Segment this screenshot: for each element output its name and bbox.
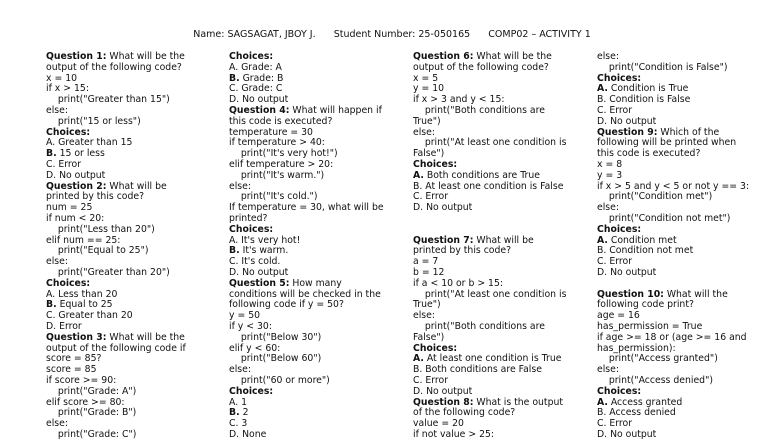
text-line: y = 3 bbox=[597, 169, 623, 181]
choices-heading: Choices: bbox=[229, 51, 274, 62]
choices-heading: Choices: bbox=[597, 72, 642, 84]
text-line: print("Access denied") bbox=[597, 374, 713, 386]
question-prompt: What will be the bbox=[106, 331, 185, 343]
text-line: if temperature > 40: bbox=[229, 137, 325, 149]
text-line: x = 8 bbox=[597, 158, 623, 170]
text-line: else: bbox=[597, 202, 619, 214]
text-line: of the following code? bbox=[413, 407, 516, 419]
text-line: print("Access granted") bbox=[597, 353, 718, 365]
text-line: B. Condition not met bbox=[597, 245, 694, 257]
text-line: If temperature = 30, what will be bbox=[229, 202, 384, 214]
text-line: print("Equal to 25") bbox=[46, 245, 149, 257]
text-line: C. Error bbox=[413, 191, 449, 203]
document-header bbox=[0, 29, 784, 40]
text-line: D. No output bbox=[229, 266, 289, 278]
text-line: print("At least one condition is bbox=[413, 137, 567, 149]
choices-heading: Choices: bbox=[229, 385, 274, 397]
text-line: printed by this code? bbox=[413, 245, 512, 257]
question-heading bbox=[229, 279, 409, 290]
text-line: print("It's warm.") bbox=[229, 169, 325, 181]
text-line: output of the following code if bbox=[46, 342, 186, 354]
course-activity: COMP02 – ACTIVITY 1 bbox=[488, 29, 591, 40]
question-number: Question 8: bbox=[413, 396, 474, 408]
question-number: Question 4: bbox=[229, 104, 290, 116]
text-line: conditions will be checked in the bbox=[229, 288, 381, 300]
text-line: print("Below 30") bbox=[229, 331, 322, 343]
text-line: following code if y = 50? bbox=[229, 299, 344, 311]
text-line: D. No output bbox=[597, 428, 657, 440]
text-line: y = 50 bbox=[229, 310, 261, 322]
text-line: A. 1 bbox=[229, 396, 248, 408]
answer-letter: A. bbox=[413, 353, 424, 365]
text-line: C. Error bbox=[597, 104, 633, 116]
text-line: printed by this code? bbox=[46, 191, 145, 203]
text-line: print("Condition met") bbox=[597, 191, 713, 203]
text-line: elif num == 25: bbox=[46, 234, 121, 246]
text-line: else: bbox=[413, 310, 435, 322]
answer-letter: A. bbox=[597, 396, 608, 408]
text-line: elif score >= 80: bbox=[46, 396, 125, 408]
text-line: else: bbox=[46, 418, 68, 430]
text-column-1 bbox=[46, 52, 224, 441]
text-line: C. It's cold. bbox=[229, 256, 281, 268]
text-line: C. Error bbox=[597, 256, 633, 268]
text-line: if not value > 25: bbox=[413, 428, 495, 440]
answer-text: Equal to 25 bbox=[56, 299, 113, 311]
text-line: else: bbox=[229, 180, 251, 192]
text-line: print("Below 60") bbox=[229, 353, 322, 365]
text-line: else: bbox=[229, 364, 251, 376]
answer-letter: A. bbox=[597, 83, 608, 95]
answer-text: 2 bbox=[239, 407, 249, 419]
text-line: following code print? bbox=[597, 299, 694, 311]
text-line: print("Both conditions are bbox=[413, 104, 545, 116]
text-line: if score >= 90: bbox=[46, 374, 117, 386]
text-line: B. Access denied bbox=[597, 407, 676, 419]
text-line: if age >= 18 or (age >= 16 and bbox=[597, 331, 747, 343]
text-line: C. Error bbox=[597, 418, 633, 430]
text-line: D. No output bbox=[597, 115, 657, 127]
text-line: print("It's very hot!") bbox=[229, 148, 338, 160]
text-line: score = 85? bbox=[46, 353, 102, 365]
text-line bbox=[413, 214, 593, 225]
question-prompt: How many bbox=[289, 277, 342, 289]
text-line: D. No output bbox=[46, 169, 106, 181]
question-number: Question 3: bbox=[46, 331, 107, 343]
question-number: Question 7: bbox=[413, 234, 474, 246]
text-line: print("Greater than 15") bbox=[46, 94, 170, 106]
answer-text: At least one condition is True bbox=[423, 353, 562, 365]
text-line: a = 7 bbox=[413, 256, 439, 268]
text-line: True") bbox=[413, 115, 441, 127]
text-column-2 bbox=[229, 52, 409, 441]
text-line: if a < 10 or b > 15: bbox=[413, 277, 504, 289]
student-name: Name: SAGSAGAT, JBOY J. bbox=[193, 29, 316, 40]
text-line: False") bbox=[413, 148, 445, 160]
text-line: True") bbox=[413, 299, 441, 311]
question-number: Question 1: bbox=[46, 51, 107, 62]
question-number: Question 10: bbox=[597, 288, 664, 300]
text-line: print("Greater than 20") bbox=[46, 266, 170, 278]
text-line: print("15 or less") bbox=[46, 115, 141, 127]
choices-heading: Choices: bbox=[229, 223, 274, 235]
text-line: B. At least one condition is False bbox=[413, 180, 564, 192]
selected-answer bbox=[229, 408, 409, 419]
text-line: elif temperature > 20: bbox=[229, 158, 334, 170]
answer-letter: A. bbox=[413, 169, 424, 181]
text-line: A. Grade: A bbox=[229, 61, 282, 73]
text-line: D. No output bbox=[229, 94, 289, 106]
text-line: D. None bbox=[229, 428, 267, 440]
answer-text: Both conditions are True bbox=[423, 169, 540, 181]
text-line: x = 5 bbox=[413, 72, 439, 84]
text-line: if y < 30: bbox=[229, 320, 272, 332]
text-line: print("Condition is False") bbox=[597, 61, 728, 73]
answer-letter: B. bbox=[229, 407, 240, 419]
text-line: print("Grade: B") bbox=[46, 407, 137, 419]
answer-text: Grade: B bbox=[239, 72, 284, 84]
text-line: A. It's very hot! bbox=[229, 234, 301, 246]
text-line: b = 12 bbox=[413, 266, 445, 278]
question-prompt: What will be bbox=[106, 180, 167, 192]
text-line: printed? bbox=[229, 212, 268, 224]
text-line: C. Error bbox=[46, 158, 82, 170]
text-line: False") bbox=[413, 331, 445, 343]
choices-heading: Choices: bbox=[597, 223, 642, 235]
text-line: x = 10 bbox=[46, 72, 78, 84]
answer-text: Condition is True bbox=[607, 83, 689, 95]
text-line: print("Condition not met") bbox=[597, 212, 731, 224]
answer-text: It's warm. bbox=[239, 245, 289, 257]
text-line: age = 16 bbox=[597, 310, 640, 322]
text-line: has_permission = True bbox=[597, 320, 703, 332]
text-line: D. No output bbox=[413, 385, 473, 397]
answer-text: Condition met bbox=[607, 234, 677, 246]
text-line: print("Grade: A") bbox=[46, 385, 137, 397]
text-line: following will be printed when bbox=[597, 137, 737, 149]
text-line: A. Less than 20 bbox=[46, 288, 118, 300]
text-line: this code is executed? bbox=[597, 148, 701, 160]
question-number: Question 6: bbox=[413, 51, 474, 62]
student-number: Student Number: 25-050165 bbox=[333, 29, 471, 40]
text-line: D. No output bbox=[413, 202, 473, 214]
text-line: else: bbox=[597, 51, 619, 62]
question-number: Question 5: bbox=[229, 277, 290, 289]
question-number: Question 2: bbox=[46, 180, 107, 192]
text-line: else: bbox=[46, 104, 68, 116]
text-line: C. 3 bbox=[229, 418, 248, 430]
text-line: print("At least one condition is bbox=[413, 288, 567, 300]
text-line: temperature = 30 bbox=[229, 126, 313, 138]
text-line: C. Error bbox=[413, 374, 449, 386]
text-line: C. Grade: C bbox=[229, 83, 283, 95]
text-line: D. No output bbox=[597, 266, 657, 278]
text-line: print("60 or more") bbox=[229, 374, 330, 386]
text-line: if num < 20: bbox=[46, 212, 105, 224]
question-prompt: Which of the bbox=[657, 126, 720, 138]
answer-letter: B. bbox=[46, 148, 57, 160]
text-line: elif y < 60: bbox=[229, 342, 281, 354]
answer-letter: B. bbox=[46, 299, 57, 311]
text-line: print("It's cold.") bbox=[229, 191, 318, 203]
text-line: if x > 15: bbox=[46, 83, 89, 95]
text-line: B. Both conditions are False bbox=[413, 364, 542, 376]
text-line: if x > 5 and y < 5 or not y == 3: bbox=[597, 180, 750, 192]
choices-heading: Choices: bbox=[413, 342, 458, 354]
text-column-3 bbox=[413, 52, 593, 441]
text-line: print("Grade: C") bbox=[46, 428, 137, 440]
question-prompt: What will happen if bbox=[289, 104, 382, 116]
question-number: Question 9: bbox=[597, 126, 658, 138]
question-prompt: What will be bbox=[473, 234, 534, 246]
answer-text: Access granted bbox=[607, 396, 683, 408]
text-line: else: bbox=[413, 126, 435, 138]
answer-text: 15 or less bbox=[56, 148, 105, 160]
text-line: A. Greater than 15 bbox=[46, 137, 133, 149]
text-line: has_permission): bbox=[597, 342, 676, 354]
question-prompt: What will the bbox=[663, 288, 728, 300]
text-line: D. Error bbox=[46, 320, 82, 332]
text-line: print("Both conditions are bbox=[413, 320, 545, 332]
question-prompt: What will be the bbox=[106, 51, 185, 62]
text-line: output of the following code? bbox=[413, 61, 549, 73]
text-line: num = 25 bbox=[46, 202, 93, 214]
text-line: y = 10 bbox=[413, 83, 445, 95]
answer-letter: B. bbox=[229, 72, 240, 84]
text-line: output of the following code? bbox=[46, 61, 182, 73]
text-line: if x > 3 and y < 15: bbox=[413, 94, 505, 106]
selected-answer bbox=[413, 171, 593, 182]
answer-letter: A. bbox=[597, 234, 608, 246]
choices-heading: Choices: bbox=[46, 277, 91, 289]
text-column-4 bbox=[597, 52, 781, 441]
text-line: C. Greater than 20 bbox=[46, 310, 133, 322]
text-line: score = 85 bbox=[46, 364, 97, 376]
text-line: else: bbox=[597, 364, 619, 376]
text-line: this code is executed? bbox=[229, 115, 333, 127]
text-line: value = 20 bbox=[413, 418, 464, 430]
text-line: B. Condition is False bbox=[597, 94, 691, 106]
question-heading bbox=[46, 333, 224, 344]
choices-heading: Choices: bbox=[413, 158, 458, 170]
text-line: print("Less than 20") bbox=[46, 223, 155, 235]
question-prompt: What will be the bbox=[473, 51, 552, 62]
question-prompt: What is the output bbox=[473, 396, 564, 408]
answer-letter: B. bbox=[229, 245, 240, 257]
text-line: else: bbox=[46, 256, 68, 268]
choices-heading: Choices: bbox=[597, 385, 642, 397]
choices-heading: Choices: bbox=[46, 126, 91, 138]
